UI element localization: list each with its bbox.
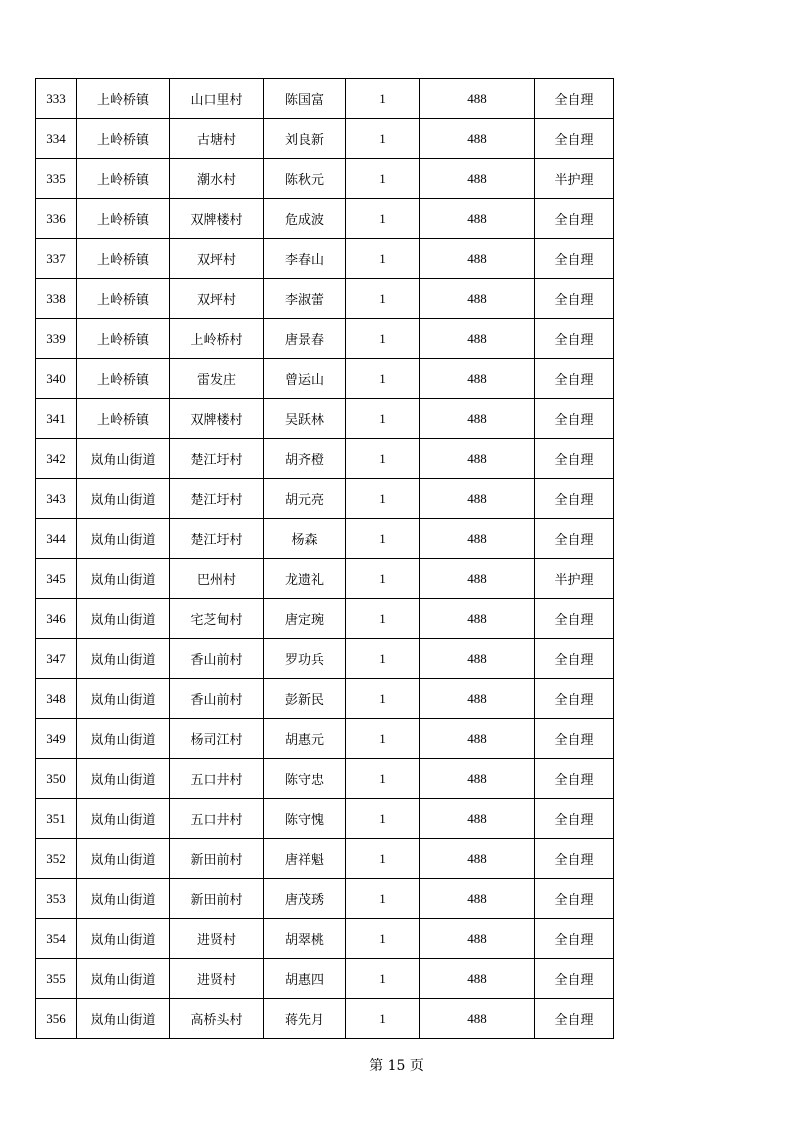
cell-amount: 488	[420, 719, 535, 759]
cell-care-level: 半护理	[535, 559, 614, 599]
cell-person-name: 彭新民	[264, 679, 346, 719]
cell-person-name: 李春山	[264, 239, 346, 279]
cell-township: 上岭桥镇	[77, 159, 170, 199]
cell-row-index: 355	[36, 959, 77, 999]
cell-township: 岚角山街道	[77, 679, 170, 719]
cell-row-index: 344	[36, 519, 77, 559]
cell-row-index: 338	[36, 279, 77, 319]
cell-village: 双牌楼村	[170, 199, 264, 239]
table-row	[36, 799, 614, 839]
cell-count: 1	[346, 839, 420, 879]
table-row	[36, 919, 614, 959]
cell-amount: 488	[420, 79, 535, 119]
cell-person-name: 曾运山	[264, 359, 346, 399]
cell-person-name: 罗功兵	[264, 639, 346, 679]
cell-row-index: 335	[36, 159, 77, 199]
cell-township: 岚角山街道	[77, 919, 170, 959]
cell-row-index: 336	[36, 199, 77, 239]
cell-count: 1	[346, 439, 420, 479]
cell-amount: 488	[420, 479, 535, 519]
cell-township: 岚角山街道	[77, 959, 170, 999]
cell-person-name: 李淑蕾	[264, 279, 346, 319]
cell-township: 岚角山街道	[77, 879, 170, 919]
cell-care-level: 全自理	[535, 599, 614, 639]
cell-amount: 488	[420, 119, 535, 159]
cell-person-name: 危成波	[264, 199, 346, 239]
table-row	[36, 679, 614, 719]
cell-person-name: 陈守忠	[264, 759, 346, 799]
cell-village: 双牌楼村	[170, 399, 264, 439]
cell-person-name: 胡翠桃	[264, 919, 346, 959]
cell-count: 1	[346, 79, 420, 119]
cell-row-index: 352	[36, 839, 77, 879]
cell-amount: 488	[420, 199, 535, 239]
cell-village: 五口井村	[170, 799, 264, 839]
cell-count: 1	[346, 799, 420, 839]
cell-township: 上岭桥镇	[77, 79, 170, 119]
cell-care-level: 全自理	[535, 479, 614, 519]
cell-row-index: 342	[36, 439, 77, 479]
cell-person-name: 陈秋元	[264, 159, 346, 199]
cell-count: 1	[346, 399, 420, 439]
table-body	[36, 79, 614, 1039]
cell-count: 1	[346, 119, 420, 159]
cell-township: 岚角山街道	[77, 599, 170, 639]
cell-care-level: 全自理	[535, 519, 614, 559]
cell-amount: 488	[420, 439, 535, 479]
cell-village: 宅芝甸村	[170, 599, 264, 639]
table-row	[36, 279, 614, 319]
cell-village: 山口里村	[170, 79, 264, 119]
cell-village: 楚江圩村	[170, 479, 264, 519]
cell-amount: 488	[420, 279, 535, 319]
cell-village: 五口井村	[170, 759, 264, 799]
table-row	[36, 319, 614, 359]
cell-care-level: 全自理	[535, 239, 614, 279]
cell-township: 上岭桥镇	[77, 239, 170, 279]
cell-count: 1	[346, 519, 420, 559]
cell-count: 1	[346, 959, 420, 999]
cell-amount: 488	[420, 879, 535, 919]
cell-care-level: 全自理	[535, 799, 614, 839]
cell-care-level: 全自理	[535, 319, 614, 359]
cell-care-level: 全自理	[535, 399, 614, 439]
cell-count: 1	[346, 919, 420, 959]
cell-township: 岚角山街道	[77, 479, 170, 519]
cell-care-level: 全自理	[535, 839, 614, 879]
records-table	[35, 78, 614, 1039]
cell-count: 1	[346, 559, 420, 599]
cell-care-level: 全自理	[535, 919, 614, 959]
cell-person-name: 胡惠元	[264, 719, 346, 759]
table-row	[36, 719, 614, 759]
cell-count: 1	[346, 199, 420, 239]
cell-village: 新田前村	[170, 839, 264, 879]
cell-village: 进贤村	[170, 959, 264, 999]
table-row	[36, 839, 614, 879]
table-row	[36, 599, 614, 639]
cell-township: 岚角山街道	[77, 519, 170, 559]
cell-township: 岚角山街道	[77, 839, 170, 879]
cell-township: 上岭桥镇	[77, 359, 170, 399]
cell-row-index: 341	[36, 399, 77, 439]
cell-count: 1	[346, 679, 420, 719]
cell-row-index: 351	[36, 799, 77, 839]
cell-row-index: 349	[36, 719, 77, 759]
cell-township: 岚角山街道	[77, 639, 170, 679]
cell-person-name: 杨森	[264, 519, 346, 559]
cell-township: 上岭桥镇	[77, 199, 170, 239]
table-row	[36, 79, 614, 119]
cell-township: 上岭桥镇	[77, 319, 170, 359]
cell-care-level: 全自理	[535, 959, 614, 999]
cell-amount: 488	[420, 399, 535, 439]
cell-township: 岚角山街道	[77, 719, 170, 759]
cell-count: 1	[346, 879, 420, 919]
table-row	[36, 399, 614, 439]
cell-township: 上岭桥镇	[77, 119, 170, 159]
cell-row-index: 345	[36, 559, 77, 599]
cell-township: 岚角山街道	[77, 999, 170, 1039]
cell-care-level: 全自理	[535, 719, 614, 759]
cell-amount: 488	[420, 759, 535, 799]
table-row	[36, 439, 614, 479]
cell-person-name: 陈守愧	[264, 799, 346, 839]
cell-row-index: 337	[36, 239, 77, 279]
cell-row-index: 334	[36, 119, 77, 159]
cell-person-name: 刘良新	[264, 119, 346, 159]
cell-amount: 488	[420, 159, 535, 199]
cell-person-name: 胡齐橙	[264, 439, 346, 479]
cell-row-index: 356	[36, 999, 77, 1039]
cell-person-name: 陈国富	[264, 79, 346, 119]
table-row	[36, 479, 614, 519]
cell-person-name: 唐定琬	[264, 599, 346, 639]
cell-village: 楚江圩村	[170, 439, 264, 479]
cell-row-index: 347	[36, 639, 77, 679]
cell-count: 1	[346, 319, 420, 359]
cell-care-level: 全自理	[535, 199, 614, 239]
cell-row-index: 340	[36, 359, 77, 399]
table-row	[36, 999, 614, 1039]
cell-care-level: 全自理	[535, 439, 614, 479]
table-row	[36, 199, 614, 239]
cell-amount: 488	[420, 239, 535, 279]
cell-count: 1	[346, 239, 420, 279]
cell-person-name: 唐祥魁	[264, 839, 346, 879]
cell-care-level: 全自理	[535, 79, 614, 119]
cell-village: 巴州村	[170, 559, 264, 599]
table-row	[36, 639, 614, 679]
table-row	[36, 559, 614, 599]
cell-count: 1	[346, 599, 420, 639]
table-row	[36, 239, 614, 279]
cell-township: 上岭桥镇	[77, 399, 170, 439]
cell-person-name: 胡惠四	[264, 959, 346, 999]
cell-village: 双坪村	[170, 239, 264, 279]
cell-township: 上岭桥镇	[77, 279, 170, 319]
cell-row-index: 343	[36, 479, 77, 519]
cell-village: 潮水村	[170, 159, 264, 199]
cell-township: 岚角山街道	[77, 759, 170, 799]
cell-count: 1	[346, 159, 420, 199]
cell-person-name: 胡元亮	[264, 479, 346, 519]
cell-person-name: 唐景春	[264, 319, 346, 359]
cell-village: 上岭桥村	[170, 319, 264, 359]
cell-row-index: 346	[36, 599, 77, 639]
cell-amount: 488	[420, 799, 535, 839]
cell-count: 1	[346, 719, 420, 759]
cell-care-level: 全自理	[535, 279, 614, 319]
cell-row-index: 339	[36, 319, 77, 359]
cell-village: 雷发庄	[170, 359, 264, 399]
cell-village: 进贤村	[170, 919, 264, 959]
table-row	[36, 159, 614, 199]
cell-count: 1	[346, 359, 420, 399]
table-row	[36, 879, 614, 919]
cell-count: 1	[346, 279, 420, 319]
cell-amount: 488	[420, 919, 535, 959]
cell-person-name: 唐茂琇	[264, 879, 346, 919]
cell-amount: 488	[420, 519, 535, 559]
cell-count: 1	[346, 999, 420, 1039]
cell-person-name: 龙遗礼	[264, 559, 346, 599]
cell-care-level: 全自理	[535, 879, 614, 919]
cell-township: 岚角山街道	[77, 799, 170, 839]
table-row	[36, 119, 614, 159]
cell-person-name: 吴跃林	[264, 399, 346, 439]
cell-care-level: 全自理	[535, 679, 614, 719]
cell-village: 高桥头村	[170, 999, 264, 1039]
cell-village: 古塘村	[170, 119, 264, 159]
cell-count: 1	[346, 479, 420, 519]
cell-amount: 488	[420, 319, 535, 359]
cell-amount: 488	[420, 679, 535, 719]
cell-amount: 488	[420, 559, 535, 599]
cell-care-level: 全自理	[535, 359, 614, 399]
cell-care-level: 全自理	[535, 759, 614, 799]
cell-care-level: 半护理	[535, 159, 614, 199]
cell-village: 香山前村	[170, 639, 264, 679]
cell-care-level: 全自理	[535, 639, 614, 679]
table-row	[36, 359, 614, 399]
cell-amount: 488	[420, 959, 535, 999]
cell-village: 双坪村	[170, 279, 264, 319]
table-row	[36, 519, 614, 559]
cell-person-name: 蒋先月	[264, 999, 346, 1039]
table-row	[36, 959, 614, 999]
cell-count: 1	[346, 639, 420, 679]
cell-amount: 488	[420, 359, 535, 399]
table-row	[36, 759, 614, 799]
cell-row-index: 353	[36, 879, 77, 919]
cell-row-index: 348	[36, 679, 77, 719]
cell-township: 岚角山街道	[77, 439, 170, 479]
cell-village: 香山前村	[170, 679, 264, 719]
cell-amount: 488	[420, 639, 535, 679]
cell-care-level: 全自理	[535, 119, 614, 159]
cell-village: 杨司江村	[170, 719, 264, 759]
cell-village: 楚江圩村	[170, 519, 264, 559]
cell-care-level: 全自理	[535, 999, 614, 1039]
cell-amount: 488	[420, 999, 535, 1039]
cell-village: 新田前村	[170, 879, 264, 919]
cell-row-index: 350	[36, 759, 77, 799]
page-number: 第 15 页	[369, 1058, 424, 1074]
cell-count: 1	[346, 759, 420, 799]
cell-row-index: 354	[36, 919, 77, 959]
cell-row-index: 333	[36, 79, 77, 119]
cell-amount: 488	[420, 839, 535, 879]
cell-amount: 488	[420, 599, 535, 639]
cell-township: 岚角山街道	[77, 559, 170, 599]
